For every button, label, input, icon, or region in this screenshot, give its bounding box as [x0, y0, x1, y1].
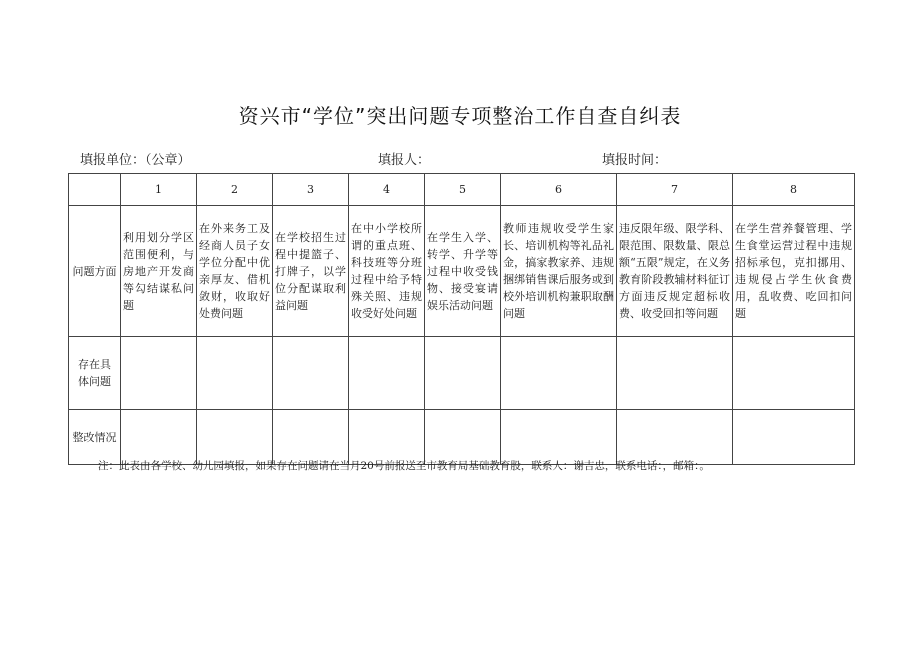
problem-cell: 在学生入学、转学、升学等过程中收受钱物、接受宴请娱乐活动问题 — [425, 206, 501, 337]
issue-input-cell — [273, 337, 349, 410]
table-row-problem-area — [69, 206, 855, 337]
issue-input-cell — [197, 337, 273, 410]
rectification-input-cell — [273, 410, 349, 465]
table-row-specific-issues — [69, 337, 855, 410]
self-check-table — [68, 173, 855, 465]
issue-input-cell — [617, 337, 733, 410]
person-field-label: 填报人： — [378, 153, 431, 168]
header-corner-cell — [69, 174, 121, 206]
table-header-row — [69, 174, 855, 206]
issue-input-cell — [425, 337, 501, 410]
column-number: 2 — [197, 174, 273, 206]
rectification-input-cell — [121, 410, 197, 465]
column-number: 8 — [733, 174, 855, 206]
page-title: 资兴市“学位”突出问题专项整治工作自查自纠表 — [238, 104, 682, 128]
row-label-rectification: 整改情况 — [69, 410, 121, 465]
unit-field-label: 填报单位：（公章） — [80, 153, 191, 168]
footnote: 注：此表由各学校、幼儿园填报，如果存在问题请在当月20号前报送至市教育局基础教育股，联系人：谢吉忠，联系电话：，邮箱：。 — [98, 460, 710, 472]
problem-cell: 利用划分学区范围便利，与房地产开发商等勾结谋私问题 — [121, 206, 197, 337]
problem-cell: 违反限年级、限学科、限范围、限数量、限总额“五限”规定，在义务教育阶段教辅材料征订方面违反规定超标收费、收受回扣等问题 — [617, 206, 733, 337]
column-number: 1 — [121, 174, 197, 206]
time-field-label: 填报时间： — [602, 153, 668, 168]
rectification-input-cell — [425, 410, 501, 465]
rectification-input-cell — [349, 410, 425, 465]
problem-cell: 在外来务工及经商人员子女学位分配中优亲厚友、借机敛财，收取好处费问题 — [197, 206, 273, 337]
problem-cell: 在中小学校所谓的重点班、科技班等分班过程中给予特殊关照、违规收受好处问题 — [349, 206, 425, 337]
row-label-specific-issues — [69, 337, 121, 410]
issue-input-cell — [121, 337, 197, 410]
issue-input-cell — [733, 337, 855, 410]
rectification-input-cell — [733, 410, 855, 465]
row-label-problem-area: 问题方面 — [69, 206, 121, 337]
column-number: 3 — [273, 174, 349, 206]
rectification-input-cell — [197, 410, 273, 465]
column-number: 4 — [349, 174, 425, 206]
table-row-rectification — [69, 410, 855, 465]
problem-cell: 教师违规收受学生家长、培训机构等礼品礼金，搞家教家养、违规捆绑销售课后服务或到校外培训机构兼职取酬问题 — [501, 206, 617, 337]
problem-cell: 在学生营养餐管理、学生食堂运营过程中违规招标承包，克扣挪用、违规侵占学生伙食费用，乱收费、吃回扣问题 — [733, 206, 855, 337]
column-number: 7 — [617, 174, 733, 206]
rectification-input-cell — [501, 410, 617, 465]
column-number: 5 — [425, 174, 501, 206]
issue-input-cell — [349, 337, 425, 410]
problem-cell: 在学校招生过程中提篮子、打牌子，以学位分配谋取利益问题 — [273, 206, 349, 337]
row-label-text: 存在具体问题 — [78, 358, 111, 388]
column-number: 6 — [501, 174, 617, 206]
issue-input-cell — [501, 337, 617, 410]
rectification-input-cell — [617, 410, 733, 465]
